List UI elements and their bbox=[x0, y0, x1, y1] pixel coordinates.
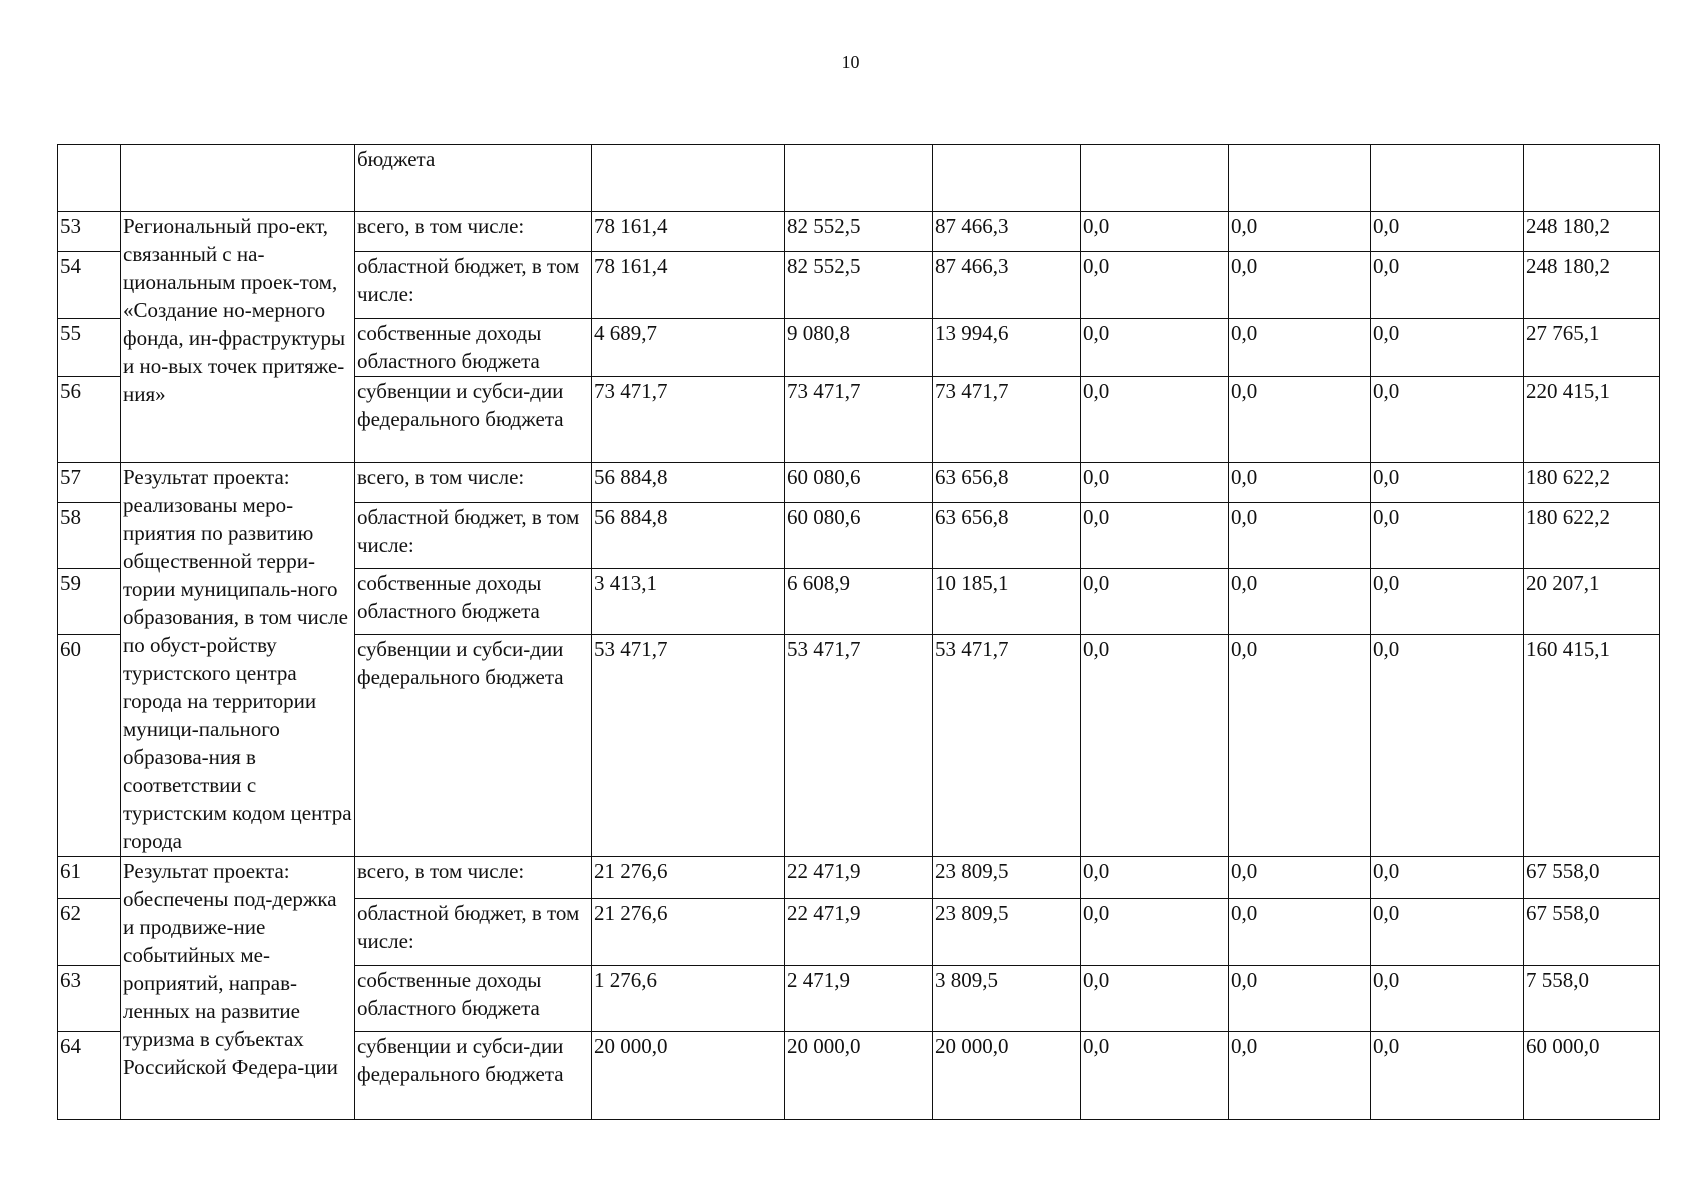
cell-value bbox=[1081, 145, 1229, 212]
cell-value: 9 080,8 bbox=[785, 319, 933, 377]
cell-value: 23 809,5 bbox=[933, 899, 1081, 966]
cell-num: 56 bbox=[58, 377, 121, 463]
cell-value: 0,0 bbox=[1229, 857, 1371, 899]
cell-type: собственные доходы областного бюджета bbox=[355, 319, 592, 377]
budget-table bbox=[57, 144, 1660, 1120]
cell-value: 0,0 bbox=[1371, 635, 1524, 857]
cell-value: 3 809,5 bbox=[933, 966, 1081, 1032]
cell-value: 0,0 bbox=[1081, 252, 1229, 319]
cell-type: субвенции и субси-дии федерального бюджета bbox=[355, 635, 592, 857]
cell-value: 0,0 bbox=[1229, 252, 1371, 319]
cell-type: всего, в том числе: bbox=[355, 463, 592, 503]
cell-value: 0,0 bbox=[1081, 857, 1229, 899]
cell-value: 53 471,7 bbox=[785, 635, 933, 857]
cell-value: 22 471,9 bbox=[785, 857, 933, 899]
cell-value: 73 471,7 bbox=[933, 377, 1081, 463]
table-row bbox=[58, 463, 1660, 503]
cell-value: 21 276,6 bbox=[592, 899, 785, 966]
cell-name: Региональный про-ект, связанный с на-циональным проек-том, «Создание но-мерного фонда, ин-фраструктуры и но-вых точек притяже-ния» bbox=[121, 212, 355, 463]
cell-value: 0,0 bbox=[1081, 899, 1229, 966]
cell-type: всего, в том числе: bbox=[355, 857, 592, 899]
cell-value: 53 471,7 bbox=[592, 635, 785, 857]
cell-value: 56 884,8 bbox=[592, 503, 785, 569]
table-row bbox=[58, 212, 1660, 252]
cell-type: субвенции и субси-дии федерального бюджета bbox=[355, 1032, 592, 1120]
cell-value: 60 080,6 bbox=[785, 463, 933, 503]
cell-num: 53 bbox=[58, 212, 121, 252]
cell-value: 6 608,9 bbox=[785, 569, 933, 635]
cell-value: 0,0 bbox=[1229, 966, 1371, 1032]
cell-value: 78 161,4 bbox=[592, 212, 785, 252]
cell-value: 0,0 bbox=[1081, 377, 1229, 463]
cell-value: 20 000,0 bbox=[592, 1032, 785, 1120]
cell-value: 0,0 bbox=[1229, 463, 1371, 503]
cell-value: 248 180,2 bbox=[1524, 252, 1660, 319]
cell-value: 0,0 bbox=[1081, 1032, 1229, 1120]
cell-value: 0,0 bbox=[1081, 212, 1229, 252]
cell-value: 27 765,1 bbox=[1524, 319, 1660, 377]
cell-num: 59 bbox=[58, 569, 121, 635]
cell-type: областной бюджет, в том числе: bbox=[355, 252, 592, 319]
cell-value: 0,0 bbox=[1371, 377, 1524, 463]
cell-value: 0,0 bbox=[1371, 463, 1524, 503]
cell-value: 87 466,3 bbox=[933, 212, 1081, 252]
cell-value: 0,0 bbox=[1081, 463, 1229, 503]
cell-num: 60 bbox=[58, 635, 121, 857]
cell-type: областной бюджет, в том числе: bbox=[355, 899, 592, 966]
cell-value: 21 276,6 bbox=[592, 857, 785, 899]
cell-type: субвенции и субси-дии федерального бюджета bbox=[355, 377, 592, 463]
cell-value: 0,0 bbox=[1229, 569, 1371, 635]
cell-value: 73 471,7 bbox=[592, 377, 785, 463]
cell-value bbox=[933, 145, 1081, 212]
cell-value: 82 552,5 bbox=[785, 252, 933, 319]
cell-value: 0,0 bbox=[1081, 635, 1229, 857]
cell-value: 0,0 bbox=[1371, 899, 1524, 966]
cell-value bbox=[1524, 145, 1660, 212]
cell-value bbox=[1229, 145, 1371, 212]
cell-value: 87 466,3 bbox=[933, 252, 1081, 319]
cell-value: 1 276,6 bbox=[592, 966, 785, 1032]
cell-name: Результат проекта: обеспечены под-держка и продвиже-ние событийных ме-роприятий, направ-ленных на развитие туризма в субъектах Российской Федера-ции bbox=[121, 857, 355, 1120]
cell-num: 64 bbox=[58, 1032, 121, 1120]
cell-value: 0,0 bbox=[1229, 899, 1371, 966]
cell-value bbox=[592, 145, 785, 212]
cell-value: 2 471,9 bbox=[785, 966, 933, 1032]
cell-value: 0,0 bbox=[1081, 319, 1229, 377]
cell-value: 220 415,1 bbox=[1524, 377, 1660, 463]
cell-value: 0,0 bbox=[1371, 503, 1524, 569]
cell-value bbox=[1371, 145, 1524, 212]
cell-value: 53 471,7 bbox=[933, 635, 1081, 857]
cell-value: 67 558,0 bbox=[1524, 857, 1660, 899]
cell-num: 57 bbox=[58, 463, 121, 503]
cell-type: собственные доходы областного бюджета bbox=[355, 966, 592, 1032]
cell-value: 63 656,8 bbox=[933, 463, 1081, 503]
cell-value: 248 180,2 bbox=[1524, 212, 1660, 252]
cell-value: 60 000,0 bbox=[1524, 1032, 1660, 1120]
cell-value: 0,0 bbox=[1229, 503, 1371, 569]
table-body bbox=[58, 145, 1660, 1120]
cell-value: 0,0 bbox=[1371, 857, 1524, 899]
cell-value: 160 415,1 bbox=[1524, 635, 1660, 857]
cell-num: 55 bbox=[58, 319, 121, 377]
cell-name: Результат проекта: реализованы меро-приятия по развитию общественной терри-тории муниципаль-ного образования, в том числе по обуст-ройству туристского центра города на территории муници-пального образова-ния в соответствии с туристским кодом центра города bbox=[121, 463, 355, 857]
cell-value: 20 000,0 bbox=[785, 1032, 933, 1120]
cell-value: 0,0 bbox=[1229, 635, 1371, 857]
cell-value: 0,0 bbox=[1371, 252, 1524, 319]
cell-value: 7 558,0 bbox=[1524, 966, 1660, 1032]
cell-value: 20 000,0 bbox=[933, 1032, 1081, 1120]
page-number: 10 bbox=[841, 52, 860, 72]
cell-value: 20 207,1 bbox=[1524, 569, 1660, 635]
cell-value: 63 656,8 bbox=[933, 503, 1081, 569]
cell-num: 63 bbox=[58, 966, 121, 1032]
cell-value: 22 471,9 bbox=[785, 899, 933, 966]
cell-value: 56 884,8 bbox=[592, 463, 785, 503]
cell-value: 0,0 bbox=[1229, 1032, 1371, 1120]
table-row bbox=[58, 857, 1660, 899]
cell-num: 58 bbox=[58, 503, 121, 569]
cell-value: 82 552,5 bbox=[785, 212, 933, 252]
cell-num: 62 bbox=[58, 899, 121, 966]
cell-num: 54 bbox=[58, 252, 121, 319]
cell-value: 67 558,0 bbox=[1524, 899, 1660, 966]
cell-value: 180 622,2 bbox=[1524, 503, 1660, 569]
cell-value: 180 622,2 bbox=[1524, 463, 1660, 503]
cell-value: 60 080,6 bbox=[785, 503, 933, 569]
cell-value: 0,0 bbox=[1371, 319, 1524, 377]
cell-value: 4 689,7 bbox=[592, 319, 785, 377]
table-row-continuation bbox=[58, 145, 1660, 212]
cell-value: 0,0 bbox=[1081, 503, 1229, 569]
cell-value: 78 161,4 bbox=[592, 252, 785, 319]
cell-value: 10 185,1 bbox=[933, 569, 1081, 635]
cell-value: 0,0 bbox=[1371, 1032, 1524, 1120]
cell-value: 0,0 bbox=[1371, 569, 1524, 635]
cell-value: 0,0 bbox=[1081, 569, 1229, 635]
cell-num: 61 bbox=[58, 857, 121, 899]
cell-num bbox=[58, 145, 121, 212]
cell-value bbox=[785, 145, 933, 212]
cell-value: 23 809,5 bbox=[933, 857, 1081, 899]
cell-type: областной бюджет, в том числе: bbox=[355, 503, 592, 569]
cell-value: 3 413,1 bbox=[592, 569, 785, 635]
cell-value: 0,0 bbox=[1081, 966, 1229, 1032]
cell-type: собственные доходы областного бюджета bbox=[355, 569, 592, 635]
cell-value: 13 994,6 bbox=[933, 319, 1081, 377]
cell-value: 0,0 bbox=[1371, 212, 1524, 252]
cell-value: 0,0 bbox=[1229, 319, 1371, 377]
cell-value: 0,0 bbox=[1371, 966, 1524, 1032]
cell-value: 0,0 bbox=[1229, 377, 1371, 463]
cell-type: всего, в том числе: bbox=[355, 212, 592, 252]
cell-value: 0,0 bbox=[1229, 212, 1371, 252]
cell-type: бюджета bbox=[355, 145, 592, 212]
cell-name bbox=[121, 145, 355, 212]
cell-value: 73 471,7 bbox=[785, 377, 933, 463]
